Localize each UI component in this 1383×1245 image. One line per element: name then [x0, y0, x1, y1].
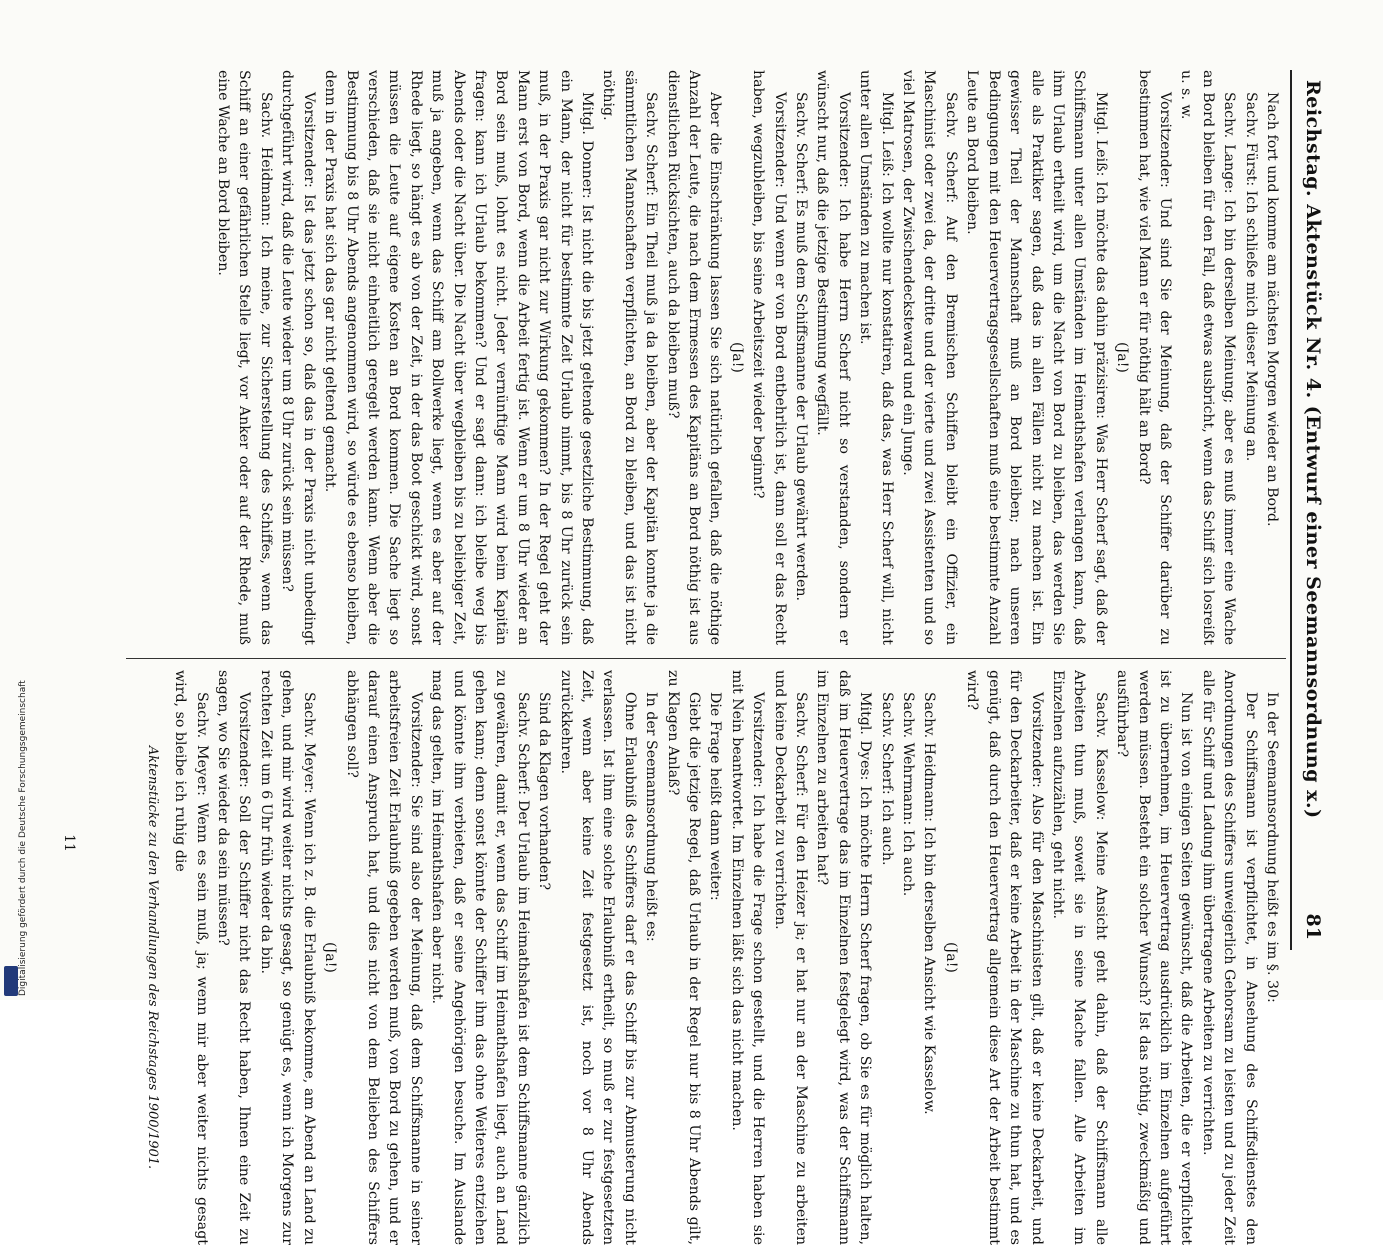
left-column — [132, 70, 1282, 645]
paragraph: Vorsitzender: Soll der Schiffer nicht das Recht haben, Ihnen eine Zeit zu sagen, wo Sie wieder da sein müssen? — [215, 670, 253, 1245]
digitization-credit — [4, 8, 28, 996]
paragraph: Sachv. Wehrmann: Ich auch. — [900, 692, 917, 897]
paragraph: Nach fort und komme am nächsten Morgen wieder an Bord. — [1264, 92, 1280, 527]
page-number: 81 — [1302, 913, 1324, 940]
paragraph: Sachv. Heidmann: Ich meine, zur Sicherstellung des Schiffes, wenn das Schiff an einer gefährlichen Stelle liegt, vor Anker oder auf der Rhede, muß eine Wache an Bord bleiben. — [215, 70, 274, 645]
header-rule — [1290, 70, 1292, 950]
paragraph: Ohne Erlaubniß des Schiffers darf er das Schiff bis zur Abmusterung nicht verlassen. Ist ihm eine solche Erlaubniß ertheilt, so muß er zur festgesetzten Zeit, wenn aber keine Zeit festgesetzt ist, noch vor 8 Uhr Abends zurückkehren. — [557, 670, 638, 1245]
paragraph: Vorsitzender: Also für den Maschinisten gilt, daß er keine Deckarbeit, und für den Deckarbeiter, daß er keine Arbeit in der Maschine zu thun hat, und es genügt, daß durch den Heuervertrag allgemein diese Art der Arbeit bestimmt wird? — [964, 670, 1045, 1245]
credit-text: Digitalisierung gefördert durch die Deutsche Forschungsgemeinschaft — [18, 680, 28, 996]
paragraph: Sachv. Heidmann: Ich bin derselben Ansicht wie Kasselow. — [921, 692, 938, 1115]
paragraph: Giebt die jetzige Regel, daß Urlaub in der Regel nur bis 8 Uhr Abends gilt, zu Klagen Anlaß? — [664, 670, 703, 1245]
page-footer: Aktenstücke zu den Verhandlungen des Reichstages 1900/1901. — [144, 745, 160, 1170]
right-column — [132, 670, 1282, 1245]
paragraph: Mitgl. Leiß: Ich möchte das dahin präzisiren: Was Herr Scherf sagt, daß der Schiffsmann unter allen Umständen im Heimathshafen verlangen kann, daß ihm Urlaub ertheilt wird, um die Nacht von Bord zu bleiben, das werden Sie alle als Praktiker sagen, daß das in allen Fällen nicht zu machen ist. Ein gewisser Theil der Mannschaft muß an Bord bleiben; nach unseren Bedingungen mit den Heuervertragsgesellschaften muß eine bestimmte Anzahl Leute an Bord bleiben. — [964, 70, 1109, 645]
rotated-page-content — [80, 70, 1330, 1245]
running-header — [1296, 80, 1330, 940]
paragraph: Mitgl. Dyes: Ich möchte Herrn Scherf fragen, ob Sie es für möglich halten, daß im Heuervertrage das im Einzelnen festgelegt wird, was der Schiffsmann im Einzelnen zu arbeiten hat? — [814, 670, 874, 1245]
paragraph: Vorsitzender: Und wenn er von Bord entbehrlich ist, dann soll er das Recht haben, wegzubleiben, bis seine Arbeitszeit wieder beginnt? — [750, 70, 788, 645]
column-divider — [126, 658, 1286, 659]
paragraph: Vorsitzender: Ich habe die Frage schon gestellt, und die Herren haben sie mit Nein beantwortet. Im Einzelnen läßt sich das nicht machen. — [728, 670, 767, 1245]
paragraph: Mitgl. Donner: Ist nicht die bis jetzt geltende gesetzliche Bestimmung, daß ein Mann, der nicht für bestimmte Zeit Urlaub nimmt, bis 8 Uhr zurück sein muß, in der Praxis gar nicht zur Wirkung gekommen? In der Regel geht der Mann erst von Bord, wenn die Arbeit fertig ist. Wenn er um 8 Uhr wieder an Bord sein muß, lohnt es nicht. Jeder vernünftige Mann wird beim Kapitän fragen: kann ich Urlaub bekommen? Und er sagt dann: ich bleibe weg bis Abends oder die Nacht über. Die Nacht über wegbleiben bis zu beliebiger Zeit, muß ja angeben, wenn das Schiff am Bollwerke liegt, wenn es aber auf der Rhede liegt, so hängt es ab von der Zeit, in der das Boot geschickt wird, sonst müssen die Leute auf eigene Kosten an Bord kommen. Die Sache liegt so verschieden, daß sie nicht einheitlich geregelt werden kann. Wenn aber die Bestimmung bis 8 Uhr Abends angenommen wird, so würde es ebenso bleiben, denn in der Praxis hat sich das gar nicht geltend gemacht. — [322, 70, 595, 645]
paragraph: Sachv. Meyer: Wenn ich z. B. die Erlaubniß bekomme, am Abend an Land zu gehen, und mir wird weiter nichts gesagt, so genügt es, wenn ich Morgens zur rechten Zeit um 6 Uhr früh wieder da bin. — [257, 670, 317, 1245]
paragraph: Sachv. Scherf: Auf den Bremischen Schiffen bleibt ein Offizier, ein Maschinist oder zwei da, der dritte und der vierte und zwei Assistenten und so viel Matrosen, der Zwischendecksteward und ein Junge. — [900, 70, 959, 645]
paragraph: Die Frage heißt dann weiter: — [707, 692, 724, 901]
paragraph: Sachv. Fürst: Ich schließe mich dieser Meinung an. — [1242, 92, 1259, 462]
paragraph: Der Schiffsmann ist verpflichtet, in Ansehung des Schiffsdienstes den Anordnungen des Schiffers unweigerlich Gehorsam zu leisten und zu jeder Zeit alle für Schiff und Ladung ihm übertragene Arbeiten zu verrichten. — [1199, 670, 1259, 1245]
header-title: Reichstag. Aktenstück Nr. 4. (Entwurf einer Seemannsordnung x.) — [1302, 80, 1324, 819]
paragraph: Vorsitzender: Ist das jetzt schon so, daß das in der Praxis nicht unbedingt durchgeführt wird, daß die Leute wieder um 8 Uhr zurück sein müssen? — [279, 70, 317, 645]
paragraph: (Ja!) — [322, 942, 339, 973]
paragraph: Aber die Einschränkung lassen Sie sich natürlich gefallen, daß die nöthige Anzahl der Leute, die nach dem Ermessen des Kapitäns an Bord nöthig ist aus dienstlichen Rücksichten, auch da bleiben muß? — [664, 70, 724, 645]
paragraph: Sachv. Scherf: Der Urlaub im Heimathshafen ist dem Schiffsmanne gänzlich zu gewähren, damit er, wenn das Schiff im Heimathshafen liegt, auch an Land gehen kann; denn sonst könnte der Schiffer ihm das ohne Weiteres entziehen und könnte ihm verbieten, daß er seine Angehörigen besuche. Im Auslande mag das gelten, im Heimathshafen aber nicht. — [429, 670, 531, 1245]
paragraph: Sind da Klagen vorhanden? — [536, 692, 553, 891]
paragraph: (Ja!) — [942, 942, 959, 973]
paragraph: Sachv. Scherf: Für den Heizer ja; er hat nur an der Maschine zu arbeiten und keine Deckarbeit zu verrichten. — [771, 670, 810, 1245]
paragraph: Vorsitzender: Und sind Sie der Meinung, daß der Schiffer darüber zu bestimmen hat, wie viel Mann er für nöthig hält an Bord? — [1135, 70, 1173, 645]
paragraph: (Ja!) — [1114, 342, 1131, 373]
paragraph: In der Seemannsordnung heißt es: — [643, 692, 660, 942]
dfg-logo-icon — [4, 966, 18, 996]
paragraph: Mitgl. Leiß: Ich wollte nur konstatiren, daß das, was Herr Scherf will, nicht unter allen Umständen zu machen ist. — [857, 70, 895, 645]
paragraph: Sachv. Scherf: Es muß dem Schiffsmanne der Urlaub gewährt werden. — [793, 92, 810, 601]
paragraph: Vorsitzender: Sie sind also der Meinung, daß dem Schiffsmanne in seiner arbeitsfreien Zeit Erlaubniß gegeben werden muß, von Bord zu gehen, und er darauf einen Anspruch hat, und dies nicht von dem Belieben des Schiffers abhängen soll? — [343, 670, 424, 1245]
paragraph: In der Seemannsordnung heißt es im §. 30: — [1264, 692, 1280, 1003]
paragraph: Sachv. Lange: Ich bin derselben Meinung; aber es muß immer eine Wache an Bord bleiben für den Fall, daß etwas ausbricht, wenn das Schiff sich losreißt u. s. w. — [1178, 70, 1238, 645]
paragraph: Sachv. Scherf: Ein Theil muß ja da bleiben, aber der Kapitän konnte ja die sämmtlichen Mannschaften verpflichten, an Bord zu bleiben, und das ist nicht nöthig. — [600, 70, 660, 645]
signature-mark: 11 — [60, 834, 77, 852]
paragraph: Sachv. Scherf: Ich auch. — [878, 692, 895, 866]
paragraph: Vorsitzender: Ich habe Herrn Scherf nicht so verstanden, sondern er wünscht nur, daß die jetzige Bestimmung wegfällt. — [814, 70, 852, 645]
paragraph: Sachv. Meyer: Wenn es sein muß, ja; wenn mir aber weiter nichts gesagt wird, so bleibe ich ruhig die — [172, 670, 210, 1245]
paragraph: Nun ist von einigen Seiten gewünscht, daß die Arbeiten, die er verpflichtet ist zu übernehmen, im Heuervertrag ausdrücklich im Einzelnen aufgeführt werden müssen. Besteht ein solcher Wunsch? Ist das nöthig, zweckmäßig und ausführbar? — [1114, 670, 1195, 1245]
paragraph: Sachv. Kasselow: Meine Ansicht geht dahin, daß der Schiffsmann alle Arbeiten thun muß, soweit sie in seine Mache fallen. Alle Arbeiten im Einzelnen aufzuzählen, geht nicht. — [1049, 670, 1109, 1245]
paragraph: (Ja!) — [728, 342, 745, 373]
